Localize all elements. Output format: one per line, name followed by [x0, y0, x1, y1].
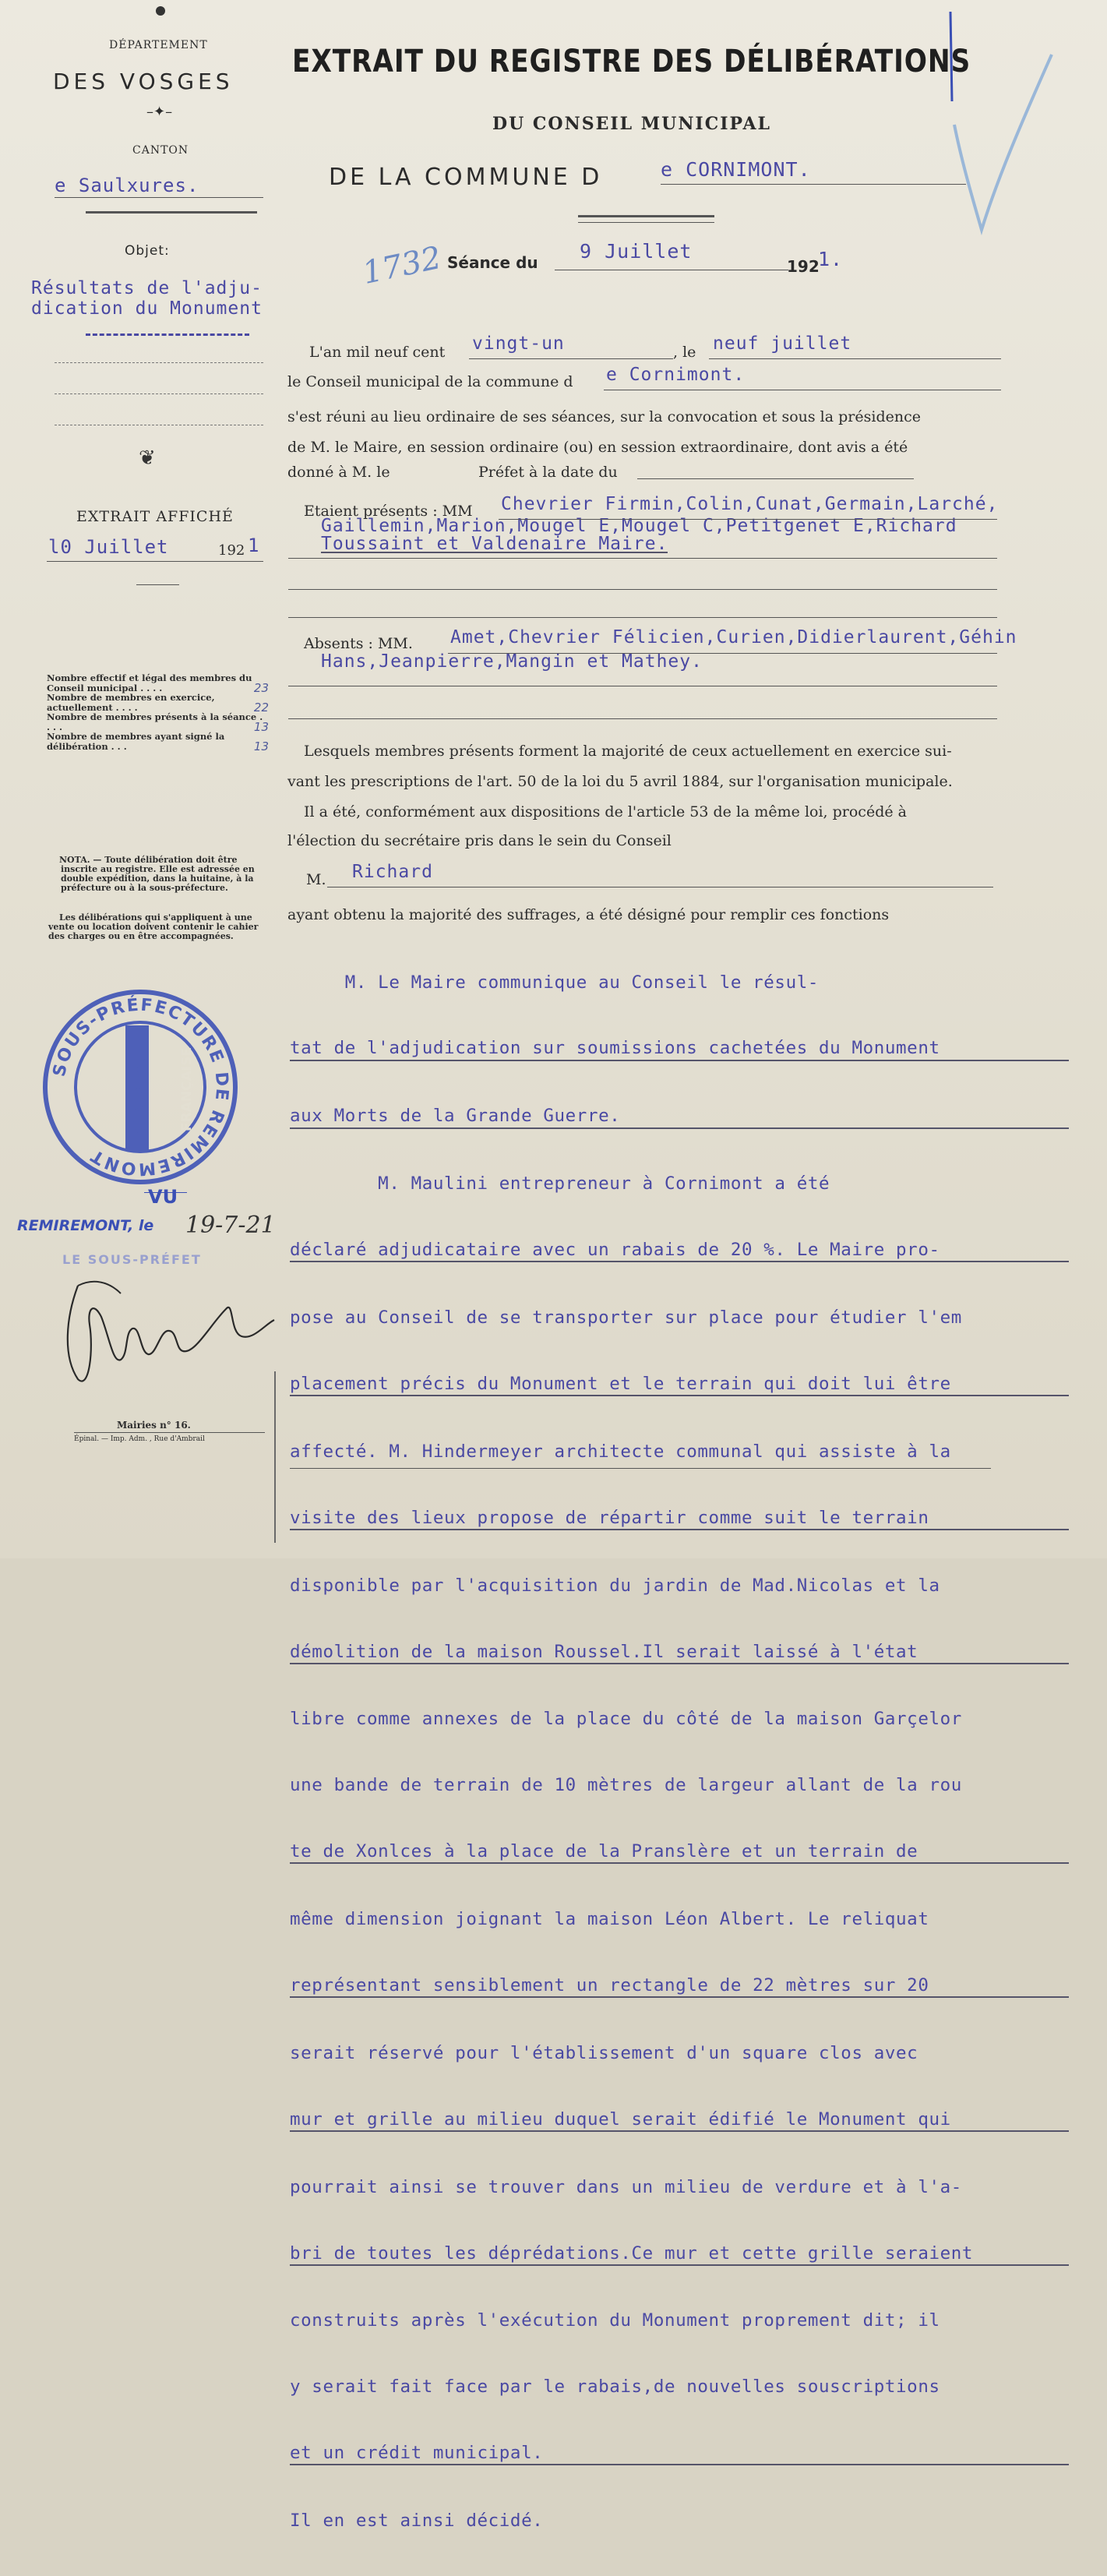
deliberation-line-19: bri de toutes les déprédations.Ce mur et cette grille seraient [290, 2243, 1069, 2266]
extrait-affiche-year: 192 [218, 542, 245, 559]
header-rule-2 [578, 222, 714, 223]
members-value-2: 13 [253, 719, 269, 734]
sous-prefet-label: LE SOUS-PRÉFET [62, 1252, 202, 1267]
extrait-short-rule [136, 584, 179, 585]
vu-underline [144, 1192, 187, 1193]
departement-label: DÉPARTEMENT [109, 39, 208, 51]
an-label: L'an mil neuf cent [309, 344, 446, 361]
objet-blank-line-1 [55, 362, 263, 363]
svg-text:SOUS-PRÉFECTURE DE REMIREMONT: SOUS-PRÉFECTURE DE REMIREMONT [49, 995, 232, 1179]
objet-label: Objet: [125, 243, 170, 259]
deliberation-line-22: et un crédit municipal. [290, 2442, 1069, 2465]
deliberation-line-15: représentant sensiblement un rectangle de 22 mètres sur 20 [290, 1974, 1069, 1998]
commune-underline [661, 184, 966, 185]
canton-double-rule [86, 211, 257, 213]
ornament-cross-icon: –✦– [146, 104, 173, 120]
presents-label: Etaient présents : MM [304, 503, 473, 520]
deliberation-line-3: M. Maulini entrepreneur à Cornimont a été [290, 1173, 830, 1194]
vu-date: 19-7-21 [185, 1212, 276, 1239]
maire-line: de M. le Maire, en session ordinaire (ou) en session extraordinaire, dont avis a été [287, 439, 908, 456]
deliberation-line-23: Il en est ainsi décidé. [290, 2511, 544, 2532]
objet-line-1: Résultats de l'adju- [31, 278, 263, 298]
seance-date: 9 Juillet [580, 240, 693, 263]
absents-underline-3 [288, 718, 997, 719]
deliberation-line-1: tat de l'adjudication sur soumissions cachetées du Monument [290, 1037, 1069, 1060]
deliberation-line-7: affecté. M. Hindermeyer architecte communal qui assiste à la [290, 1441, 951, 1462]
deliberation-line-2: aux Morts de la Grande Guerre. [290, 1105, 1069, 1128]
members-block [47, 673, 269, 751]
jour-value: neuf juillet [713, 333, 852, 354]
presents-line-2: Gaillemin,Marion,Mougel E,Mougel C,Petitgenet E,Richard [321, 516, 957, 536]
election-line-1: Il a été, conformément aux dispositions de l'article 53 de la même loi, procédé à [304, 803, 907, 820]
deliberation-line-10: démolition de la maison Roussel.Il serait laissé à l'état [290, 1641, 1069, 1664]
majorite-line-1: Lesquels membres présents forment la majorité de ceux actuellement en exercice sui- [304, 743, 952, 760]
extrait-affiche-year-digit: 1 [248, 535, 260, 556]
objet-line-2: dication du Monument [31, 298, 263, 319]
presents-underline-2 [288, 558, 997, 559]
deliberation-final-underline [290, 1468, 991, 1469]
deliberation-line-6: placement précis du Monument et le terrain qui doit lui être [290, 1373, 1069, 1396]
majorite-line-2: vant les prescriptions de l'art. 50 de la loi du 5 avril 1884, sur l'organisation municipale. [287, 773, 953, 790]
seance-label: Séance du [447, 253, 538, 272]
absents-label: Absents : MM. [304, 635, 413, 652]
extrait-affiche-date: l0 Juillet [48, 536, 169, 558]
signature-divider [274, 1371, 276, 1543]
presents-underline-1 [499, 519, 997, 520]
reuni-line: s'est réuni au lieu ordinaire de ses séances, sur la convocation et sous la présidence [287, 408, 921, 425]
deliberation-line-11: libre comme annexes de la place du côté de la maison Garçelor [290, 1709, 962, 1730]
commune-value: e CORNIMONT. [661, 158, 811, 181]
deliberation-line-9: disponible par l'acquisition du jardin de Mad.Nicolas et la [290, 1575, 940, 1596]
conseil-value: e Cornimont. [606, 365, 746, 385]
prefecture-stamp [43, 990, 238, 1184]
deliberation-line-18: pourrait ainsi se trouver dans un milieu de verdure et à l'a- [290, 2176, 962, 2197]
departement-name: DES VOSGES [53, 69, 234, 94]
canton-underline [55, 197, 263, 198]
document-subtitle: DU CONSEIL MUNICIPAL [492, 114, 772, 134]
members-value-3: 13 [253, 739, 269, 753]
deliberation-line-14: même dimension joignant la maison Léon Albert. Le reliquat [290, 1909, 929, 1930]
deliberation-line-13: te de Xonlces à la place de la Pranslère et un terrain de [290, 1840, 1069, 1864]
members-line-2: Nombre de membres présents à la séance . . . . 13 [47, 711, 269, 734]
absents-line-1: Amet,Chevrier Félicien,Curien,Didierlaurent,Géhin [450, 627, 1017, 648]
check-mark-icon [943, 8, 1059, 242]
an-underline [469, 358, 673, 359]
deliberation-text [290, 927, 1069, 2576]
objet-strike-rule [86, 333, 249, 336]
secretaire-value: Richard [352, 862, 433, 882]
extrait-date-underline [47, 561, 263, 562]
secretaire-label: M. [306, 871, 326, 888]
members-line-3: Nombre de membres ayant signé la délibération . . . 13 [47, 731, 269, 753]
jour-underline [709, 358, 1001, 359]
election-line-2: l'élection du secrétaire pris dans le sein du Conseil [287, 832, 672, 849]
le-label: , le [673, 344, 696, 361]
stamp-center-text-2: FRANÇAISE [178, 1047, 195, 1131]
vu-label: VU [148, 1186, 178, 1208]
registration-number: 1732 [359, 239, 445, 292]
canton-value: e Saulxures. [55, 175, 199, 196]
objet-blank-line-2 [55, 393, 263, 394]
presents-line-1: Chevrier Firmin,Colin,Cunat,Germain,Larché, [501, 494, 999, 514]
absents-line-2: Hans,Jeanpierre,Mangin et Mathey. [321, 651, 703, 672]
presents-underline-3 [288, 589, 997, 590]
sous-prefet-signature [47, 1262, 280, 1395]
deliberation-line-5: pose au Conseil de se transporter sur place pour étudier l'em [290, 1307, 962, 1329]
stamp-center-text-1: RÉPUBLIQUE [133, 1042, 150, 1137]
conseil-label: le Conseil municipal de la commune d [287, 373, 573, 390]
seance-year: 192 [787, 257, 820, 276]
ornament-dot-icon [156, 6, 165, 16]
prefet-label: donné à M. le [287, 464, 390, 481]
nota-text-2: Les délibérations qui s'appliquent à une vente ou location doivent contenir le cahier des charges ou en être accompagnées. [48, 912, 259, 941]
extrait-affiche-label: EXTRAIT AFFICHÉ [76, 508, 234, 525]
members-line-1: Nombre de membres en exercice, actuellement . . . . 22 [47, 692, 269, 715]
commune-label: DE LA COMMUNE D [329, 164, 603, 191]
header-rule-1 [578, 215, 714, 217]
members-value-1: 22 [253, 700, 269, 715]
presents-line-3: Toussaint et Valdenaire Maire. [321, 534, 668, 554]
presents-underline-4 [288, 617, 997, 618]
imprimerie: Épinal. — Imp. Adm. , Rue d'Ambrail [74, 1435, 205, 1443]
ornament-fleuron-icon: ❦ [139, 446, 156, 470]
document-title: EXTRAIT DU REGISTRE DES DÉLIBÉRATIONS [292, 44, 971, 79]
deliberation-line-8: visite des lieux propose de répartir comme suit le terrain [290, 1507, 1069, 1530]
suffrages-line: ayant obtenu la majorité des suffrages, a été désigné pour remplir ces fonctions [287, 906, 890, 923]
prefet-date-label: Préfet à la date du [478, 464, 618, 481]
deliberation-line-16: serait réservé pour l'établissement d'un square clos avec [290, 2042, 918, 2063]
deliberation-line-0: M. Le Maire communique au Conseil le résul- [290, 972, 820, 993]
imprint-rule [74, 1432, 265, 1433]
vu-place: REMIREMONT, le [17, 1217, 154, 1234]
deliberation-line-20: construits après l'exécution du Monument proprement dit; il [290, 2310, 940, 2331]
an-value: vingt-un [472, 333, 565, 354]
members-value-0: 23 [253, 680, 269, 695]
deliberation-line-21: y serait fait face par le rabais,de nouvelles souscriptions [290, 2377, 940, 2398]
canton-label: CANTON [132, 144, 189, 157]
members-line-0: Nombre effectif et légal des membres du Conseil municipal . . . . 23 [47, 672, 269, 695]
deliberation-line-12: une bande de terrain de 10 mètres de largeur allant de la rou [290, 1775, 962, 1796]
mairies-number: Mairies n° 16. [117, 1420, 191, 1431]
seance-year-digit: 1. [818, 248, 844, 270]
deliberation-line-17: mur et grille au milieu duquel serait édifié le Monument qui [290, 2108, 1069, 2132]
prefet-date-underline [637, 478, 914, 479]
nota-text: NOTA. — Toute délibération doit être inscrite au registre. Elle est adressée en double expédition, dans la huitaine, à la préfecture ou à la sous-préfecture. [59, 855, 255, 893]
absents-underline-1 [448, 653, 997, 654]
deliberation-line-4: déclaré adjudicataire avec un rabais de 20 %. Le Maire pro- [290, 1239, 1069, 1262]
